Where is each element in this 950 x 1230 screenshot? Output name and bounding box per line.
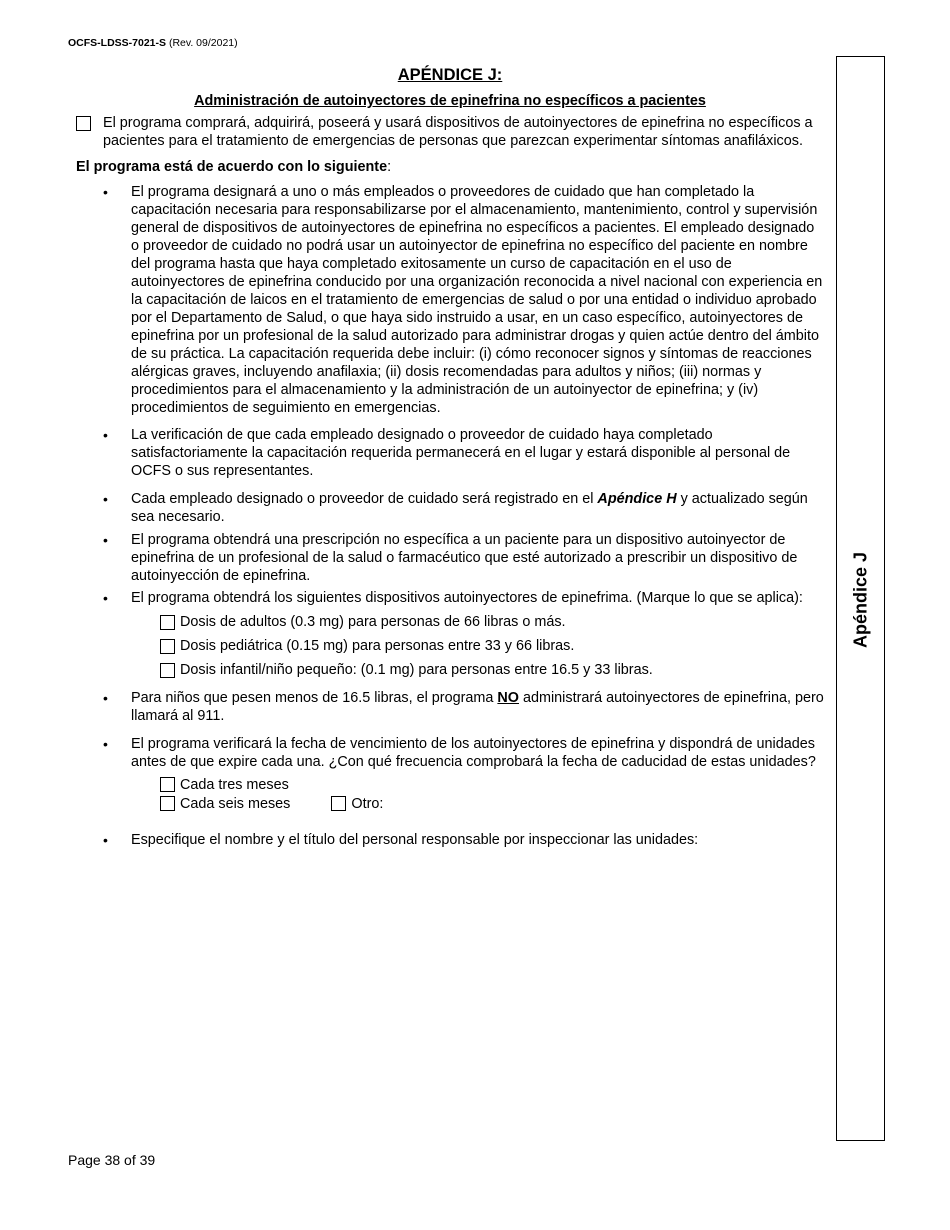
list-item [76, 490, 824, 526]
freq-three-months-label: Cada tres meses [180, 776, 289, 793]
side-tab [836, 56, 885, 1141]
frequency-row-2 [160, 794, 824, 813]
list-item [76, 735, 824, 813]
dose-pediatric-checkbox[interactable] [160, 639, 175, 654]
bullet-text-responsible-staff: Especifique el nombre y el título del personal responsable por inspeccionar las unidades: [131, 832, 699, 848]
form-code: OCFS-LDSS-7021-S [68, 37, 167, 49]
list-item [76, 689, 824, 725]
list-item [76, 831, 824, 849]
bullet-text-expiration: El programa verificará la fecha de vencimiento de los autoinyectores de epinefrina y dispondrá de unidades antes de que expire cada una. ¿Con qué frecuencia comprobará la fecha de caducidad de estas unidades? [131, 736, 816, 770]
appendix-h-reference: Apéndice H [597, 491, 677, 507]
dose-option-infant[interactable] [160, 661, 824, 679]
intro-row [76, 114, 824, 150]
no-emphasis: NO [497, 690, 519, 706]
dose-option-adult[interactable] [160, 613, 824, 631]
list-item [76, 183, 824, 417]
page-subtitle: Administración de autoinyectores de epinefrina no específicos a pacientes [194, 93, 706, 109]
intro-checkbox[interactable] [76, 116, 91, 131]
frequency-row-1 [160, 775, 824, 794]
form-revision: (Rev. 09/2021) [168, 37, 238, 49]
bullet-text-register-post: y actualizado según sea necesario. [131, 491, 808, 525]
dose-adult-checkbox[interactable] [160, 615, 175, 630]
freq-other-checkbox[interactable] [331, 796, 346, 811]
freq-other-label: Otro: [351, 795, 384, 812]
agreement-heading-text: El programa está de acuerdo con lo siguiente [76, 159, 388, 175]
bullet-text-verification: La verificación de que cada empleado designado o proveedor de cuidado haya completado satisfactoriamente la capacitación requerida permanecerá en el lugar y estará disponible al personal de OCFS o sus representantes. [131, 427, 791, 479]
dose-pediatric-label: Dosis pediátrica (0.15 mg) para personas entre 33 y 66 libras. [180, 638, 575, 654]
agreement-list [76, 183, 824, 849]
bullet-text-prescription: El programa obtendrá una prescripción no específica a un paciente para un dispositivo autoinyector de epinefrina de un profesional de la salud o farmacéutico que esté autorizado a prescribir un dispositivo de autoinyección de epinefrina. [131, 532, 798, 584]
bullet-text-devices: El programa obtendrá los siguientes dispositivos autoinyectores de epinefrima. (Marque lo que se aplica): [131, 590, 803, 606]
freq-three-months-checkbox[interactable] [160, 777, 175, 792]
bullet-text-under-weight-post: administrará autoinyectores de epinefrina, pero llamará al 911. [131, 690, 824, 724]
document-content [76, 66, 824, 859]
dose-option-pediatric[interactable] [160, 637, 824, 655]
dose-adult-label: Dosis de adultos (0.3 mg) para personas de 66 libras o más. [180, 614, 566, 630]
list-item [76, 426, 824, 480]
form-identifier [68, 37, 238, 49]
side-tab-label: Apéndice J [850, 551, 870, 649]
bullet-text-under-weight-pre: Para niños que pesen menos de 16.5 libras, el programa [131, 690, 498, 706]
bullet-text-register-pre: Cada empleado designado o proveedor de cuidado será registrado en el [131, 491, 598, 507]
page-title: APÉNDICE J: [397, 66, 503, 84]
list-item [76, 589, 824, 679]
dose-options [131, 613, 824, 679]
dose-infant-checkbox[interactable] [160, 663, 175, 678]
agreement-heading [76, 158, 824, 176]
list-item [76, 531, 824, 585]
dose-infant-label: Dosis infantil/niño pequeño: (0.1 mg) para personas entre 16.5 y 33 libras. [180, 662, 653, 678]
agreement-colon: : [387, 159, 392, 175]
bullet-text-training: El programa designará a uno o más empleados o proveedores de cuidado que han completado la capacitación necesaria para responsabilizarse por el almacenamiento, mantenimiento, control y supervisión general de dispositivos de autoinyectores de epinefrina no específicos a pacientes. El empleado designado o proveedor de cuidado no podrá usar un autoinyector de epinefrina no específico del paciente en nombre del programa hasta que haya completado exitosamente un curso de capacitación en el uso de autoinyectores de epinefrina conducido por una organización reconocida a nivel nacional con experiencia en la capacitación de laicos en el tratamiento de emergencias de salud o por una entidad o individuo aprobado por el Departamento de Salud, o que haya sido instruido a usar, en un caso específico, autoinyectores de epinefrina por un profesional de la salud autorizado para administrar drogas y quien actúe dentro del ámbito de su práctica. La capacitación requerida debe incluir: (i) cómo reconocer signos y síntomas de reacciones alérgicas graves, incluyendo anafilaxia; (ii) dosis recomendadas para adultos y niños; (iii) normas y procedimientos para el almacenamiento y la administración de un autoinyector de epinefrina; y (iv) procedimientos de seguimiento en emergencias. [131, 184, 823, 416]
page-number: Page 38 of 39 [68, 1152, 156, 1168]
intro-text: El programa comprará, adquirirá, poseerá y usará dispositivos de autoinyectores de epinefrina no específicos a pacientes para el tratamiento de emergencias de personas que parezcan experimentar síntomas anafiláxicos. [103, 115, 813, 149]
freq-six-months-label: Cada seis meses [180, 795, 291, 812]
freq-six-months-checkbox[interactable] [160, 796, 175, 811]
frequency-options [131, 775, 824, 813]
